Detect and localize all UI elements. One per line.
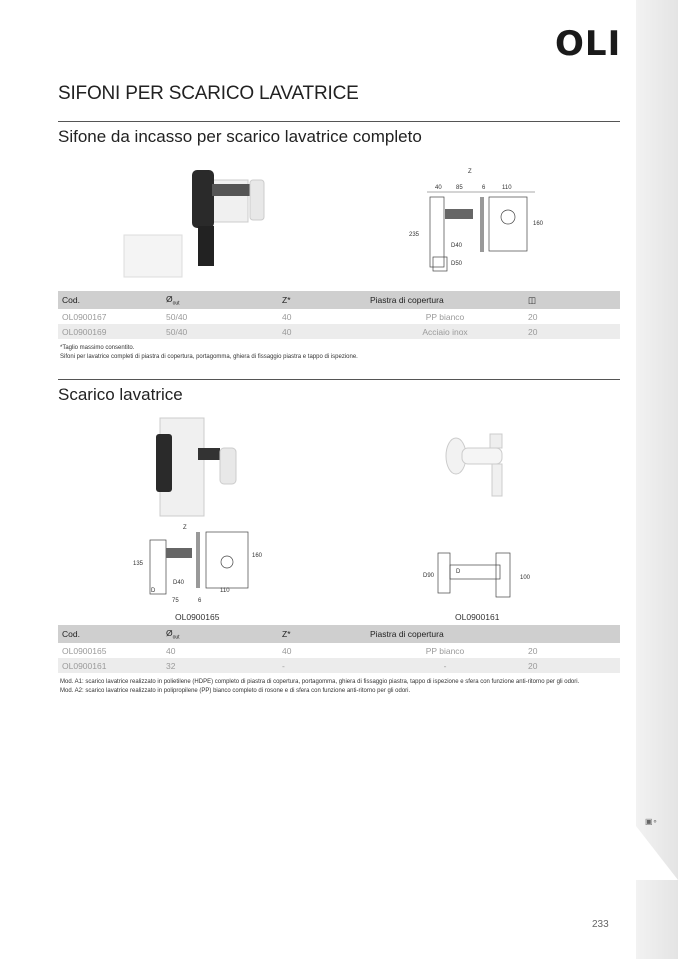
dim-z: Z	[183, 525, 187, 531]
dim-z: Z	[468, 169, 472, 175]
col-piastra: Piastra di copertura	[366, 291, 524, 309]
col-diameter: $Ø_{out}$	[162, 291, 278, 309]
page-corner-fold	[636, 826, 678, 880]
col-diameter: $Ø_{out}$	[162, 625, 278, 643]
hose-adapter	[492, 464, 502, 496]
hose-adapter	[250, 180, 264, 220]
col-z: Z*	[278, 625, 366, 643]
page-title: SIFONI PER SCARICO LAVATRICE	[58, 83, 359, 104]
siphon-body	[192, 170, 214, 228]
table-row: OL0900169 50/40 40 Acciaio inox 20	[58, 324, 620, 339]
washing-machine-icon: ▣∘	[645, 817, 658, 826]
dim-6: 6	[198, 598, 202, 604]
dim-40: 40	[435, 185, 442, 191]
dim-75: 75	[172, 598, 179, 604]
label-left-code: OL0900165	[175, 612, 220, 622]
valve-cap	[490, 434, 502, 448]
dim-160: 160	[252, 553, 263, 559]
col-cod: Cod.	[58, 291, 162, 309]
dim-6: 6	[482, 185, 486, 191]
dim-d40: D40	[173, 580, 185, 586]
diagram-body	[430, 197, 444, 267]
dim-235: 235	[409, 232, 420, 238]
section1-diagram	[405, 165, 555, 275]
col-pack	[524, 625, 620, 643]
diagram-plate-hole	[501, 210, 515, 224]
dim-dout: D	[456, 569, 461, 575]
cover-plate	[124, 235, 182, 277]
label-right-code: OL0900161	[455, 612, 500, 622]
box-icon: ◫	[528, 294, 537, 305]
col-cod: Cod.	[58, 625, 162, 643]
diagram-wall	[480, 197, 484, 252]
section1-notes: *Taglio massimo consentito. Sifoni per lavatrice completi di piastra di copertura, portagomma, ghiera di fissaggio piastra e tappo di ispezione.	[60, 345, 358, 360]
title-divider	[58, 121, 620, 122]
section1-table	[58, 291, 620, 339]
dim-d50: D50	[451, 261, 463, 267]
table-row: OL0900165 40 40 PP bianco 20	[62, 645, 538, 656]
dim-100: 100	[520, 575, 531, 581]
section2-title: Scarico lavatrice	[58, 385, 183, 404]
section2-right-diagram	[420, 545, 540, 605]
dim-110: 110	[220, 588, 230, 594]
page-number: 233	[592, 919, 609, 930]
section2-right-product-image	[440, 430, 520, 510]
brand-logo: OLI	[555, 24, 622, 64]
dim-85: 85	[456, 185, 463, 191]
hose-adapter	[220, 448, 236, 484]
dim-d90: D90	[423, 573, 435, 579]
dim-160: 160	[533, 221, 544, 227]
siphon-connector	[212, 184, 252, 196]
col-z: Z*	[278, 291, 366, 309]
siphon-body	[156, 434, 172, 492]
section1-product-image	[120, 160, 300, 280]
section2-table	[58, 625, 620, 673]
dim-dout: D	[151, 588, 156, 594]
siphon-outlet	[198, 226, 214, 266]
page-side-strip	[636, 0, 678, 959]
section2-left-diagram	[130, 520, 270, 610]
section-divider	[58, 379, 620, 380]
dim-135: 135	[133, 561, 144, 567]
section2-left-product-image	[140, 412, 250, 522]
table-row: OL0900167 50/40 40 PP bianco 20	[62, 311, 538, 322]
col-piastra: Piastra di copertura	[366, 625, 524, 643]
section2-notes: Mod. A1: scarico lavatrice realizzato in polietilene (HDPE) completo di piastra di copertura, portagomma, ghiera di fissaggio piastra, tappo di ispezione e sfera con funzione anti-ritorno per gli odori. Mod. A2: scarico lavatrice realizzato in polipropilene (PP) bianco completo di rosone e di sfera con funzione anti-ritorno per gli odori.	[60, 679, 580, 694]
table-row: OL0900161 32 - - 20	[58, 658, 620, 673]
valve-body	[462, 448, 502, 464]
section1-title: Sifone da incasso per scarico lavatrice completo	[58, 127, 422, 146]
dim-110: 110	[502, 185, 512, 191]
siphon-connector	[198, 448, 220, 460]
diagram-connector	[445, 209, 473, 219]
dim-d40: D40	[451, 243, 463, 249]
col-pack	[524, 291, 620, 309]
